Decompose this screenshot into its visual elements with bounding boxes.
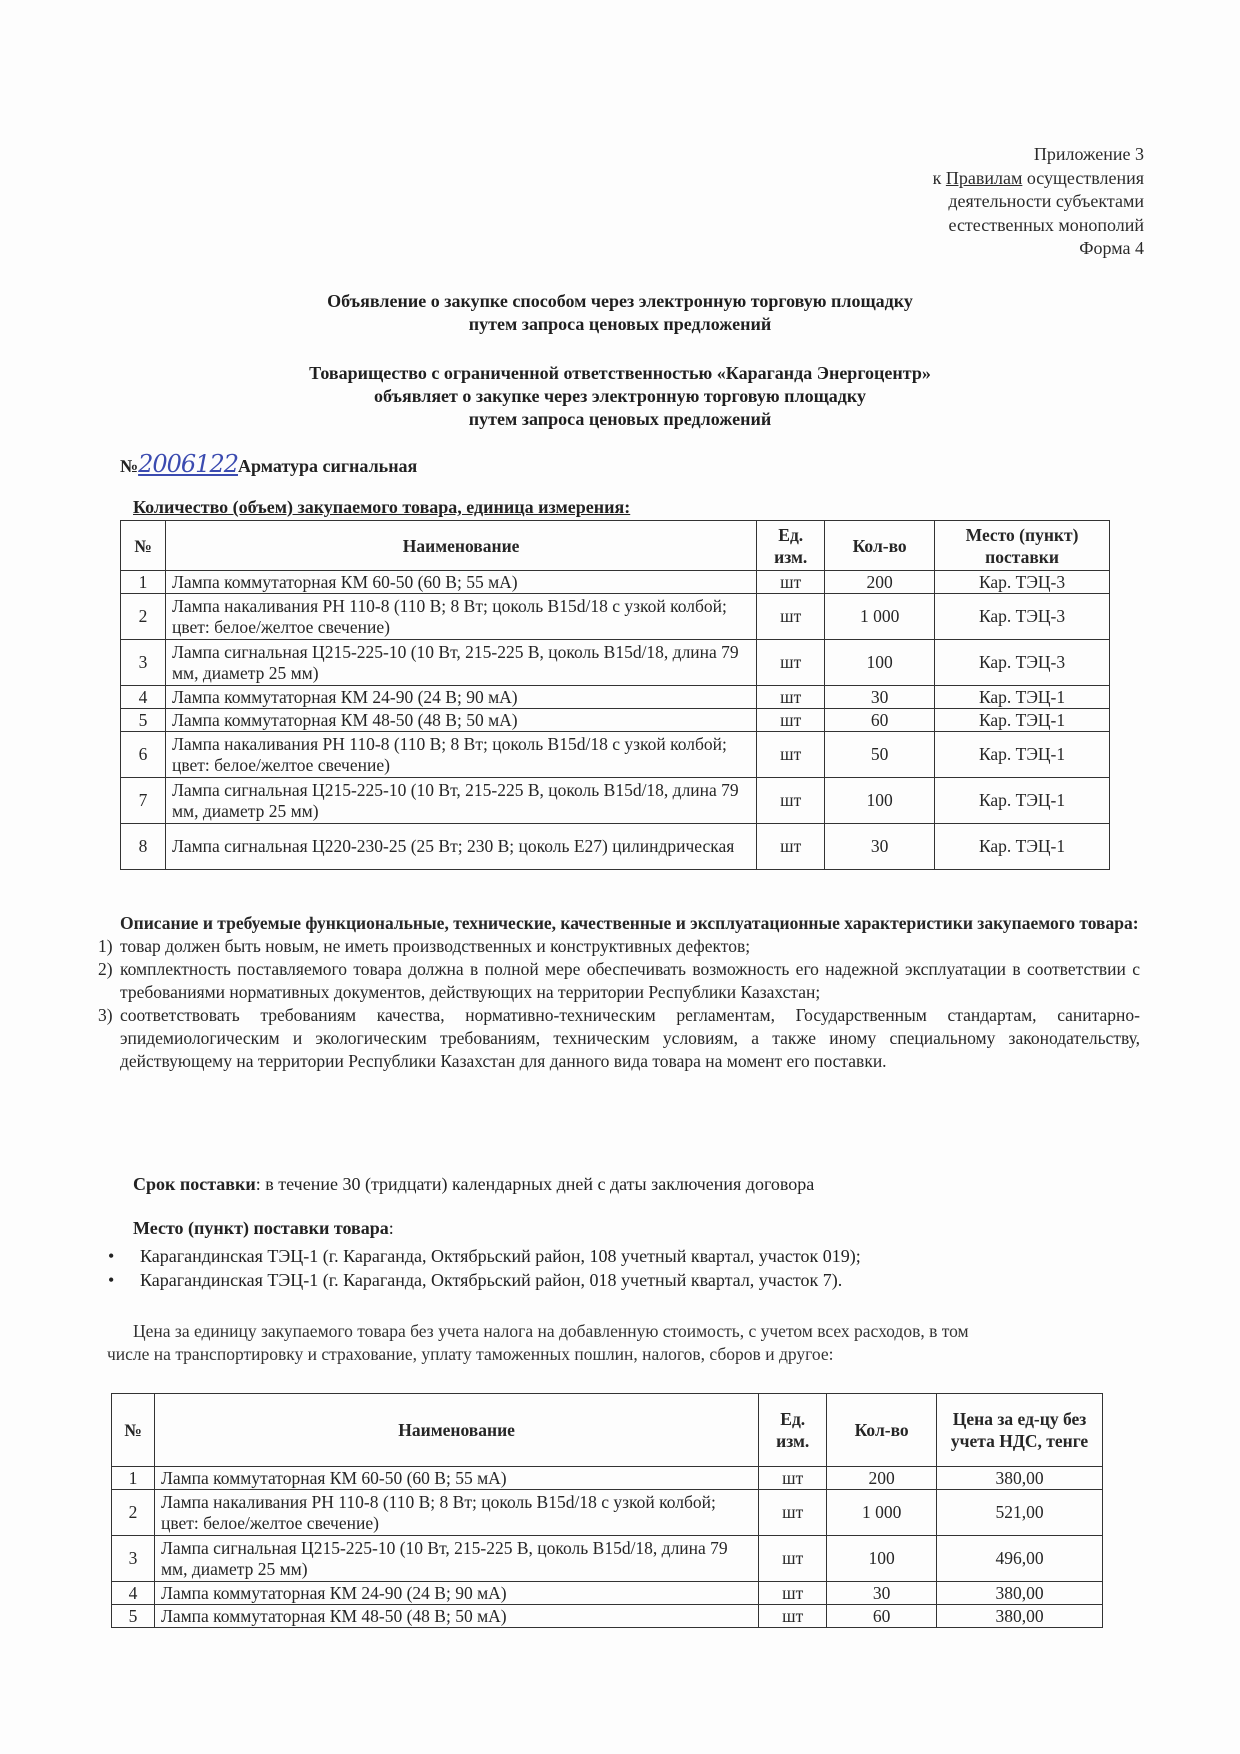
- form-number: Форма 4: [1079, 238, 1144, 258]
- item-name: Лампа коммутаторная КМ 60-50 (60 В; 55 мА): [165, 571, 756, 594]
- price-note: [107, 1320, 1133, 1366]
- table-header-row: [121, 521, 1110, 571]
- item-unit: шт: [759, 1605, 827, 1628]
- unit-price: 380,00: [937, 1467, 1103, 1490]
- item-qty: 100: [827, 1536, 937, 1582]
- table-row: [112, 1490, 1103, 1536]
- item-name: Лампа коммутаторная КМ 24-90 (24 В; 90 мА): [154, 1582, 758, 1605]
- lot-name: Арматура сигнальная: [237, 456, 418, 476]
- item-qty: 30: [827, 1582, 937, 1605]
- column-header-number: №: [121, 521, 166, 571]
- delivery-term: [133, 1174, 814, 1195]
- appendix-prefix: к: [932, 167, 946, 188]
- table-row: [121, 686, 1110, 709]
- quantity-table-body: [121, 571, 1110, 870]
- appendix-suffix: осуществления: [1022, 167, 1144, 188]
- price-note-line: числе на транспортировку и страхование, уплату таможенных пошлин, налогов, сборов и другое:: [107, 1344, 834, 1364]
- item-name: Лампа коммутаторная КМ 48-50 (48 В; 50 мА): [154, 1605, 758, 1628]
- row-number: 8: [121, 824, 166, 870]
- delivery-place: Кар. ТЭЦ-1: [935, 824, 1110, 870]
- item-name: Лампа накаливания РН 110-8 (110 В; 8 Вт; цоколь B15d/18 с узкой колбой; цвет: белое/желтое свечение): [165, 732, 756, 778]
- item-name: Лампа сигнальная Ц215-225-10 (10 Вт, 215-225 В, цоколь B15d/18, длина 79 мм, диаметр 25 мм): [154, 1536, 758, 1582]
- row-number: 3: [121, 640, 166, 686]
- list-item: [108, 1244, 861, 1268]
- row-number: 2: [121, 594, 166, 640]
- list-item-text: комплектность поставляемого товара должна в полной мере обеспечивать возможность его надежной эксплуатации в соответствии с требованиями нормативных документов, действующих на территории Республики Казахстан;: [120, 959, 1140, 1002]
- appendix-header: [933, 143, 1144, 261]
- item-name: Лампа сигнальная Ц215-225-10 (10 Вт, 215-225 В, цоколь B15d/18, длина 79 мм, диаметр 25 мм): [165, 640, 756, 686]
- bullet-icon: •: [108, 1270, 115, 1290]
- lot-number-prefix: №: [120, 456, 139, 476]
- organizer-line: объявляет о закупке через электронную торговую площадку: [373, 386, 867, 406]
- appendix-line: Приложение 3: [1033, 144, 1144, 164]
- delivery-term-text: : в течение 30 (тридцати) календарных дней с даты заключения договора: [255, 1174, 815, 1194]
- delivery-term-label: Срок поставки: [133, 1174, 256, 1194]
- column-header-qty: Кол-во: [827, 1394, 937, 1467]
- item-unit: шт: [757, 686, 825, 709]
- price-table: [111, 1393, 1103, 1628]
- appendix-line: [933, 167, 1144, 191]
- column-header-number: №: [112, 1394, 155, 1467]
- item-unit: шт: [757, 824, 825, 870]
- bullet-icon: •: [108, 1246, 115, 1266]
- table-header-row: [112, 1394, 1103, 1467]
- unit-price: 380,00: [937, 1582, 1103, 1605]
- organizer-line: путем запроса ценовых предложений: [468, 409, 772, 429]
- item-unit: шт: [759, 1467, 827, 1490]
- item-qty: 200: [825, 571, 935, 594]
- delivery-place-label: Место (пункт) поставки товара: [133, 1218, 389, 1238]
- organizer-block: [0, 362, 1240, 431]
- row-number: 2: [112, 1490, 155, 1536]
- table-row: [112, 1605, 1103, 1628]
- item-name: Лампа коммутаторная КМ 60-50 (60 В; 55 мА): [154, 1467, 758, 1490]
- list-item-number: 3): [98, 1005, 113, 1025]
- column-header-place: Место (пункт) поставки: [935, 521, 1110, 571]
- delivery-place: Кар. ТЭЦ-1: [935, 778, 1110, 824]
- list-item: [98, 958, 1140, 1004]
- item-name: Лампа коммутаторная КМ 48-50 (48 В; 50 мА): [165, 709, 756, 732]
- delivery-place: Кар. ТЭЦ-1: [935, 732, 1110, 778]
- price-table-body: [112, 1467, 1103, 1628]
- price-note-line: Цена за единицу закупаемого товара без учета налога на добавленную стоимость, с учетом всех расходов, в том: [133, 1321, 969, 1341]
- column-header-price: Цена за ед-цу без учета НДС, тенге: [937, 1394, 1103, 1467]
- appendix-line: естественных монополий: [948, 214, 1144, 235]
- row-number: 1: [121, 571, 166, 594]
- item-qty: 30: [825, 824, 935, 870]
- delivery-place-heading: [133, 1218, 394, 1239]
- item-qty: 1 000: [825, 594, 935, 640]
- item-name: Лампа накаливания РН 110-8 (110 В; 8 Вт; цоколь B15d/18 с узкой колбой; цвет: белое/желтое свечение): [154, 1490, 758, 1536]
- list-item: [108, 1268, 861, 1292]
- delivery-place: Кар. ТЭЦ-1: [935, 709, 1110, 732]
- item-qty: 60: [827, 1605, 937, 1628]
- item-qty: 200: [827, 1467, 937, 1490]
- description-section: [98, 912, 1140, 1073]
- column-header-qty: Кол-во: [825, 521, 935, 571]
- delivery-place-list: [108, 1244, 861, 1292]
- item-unit: шт: [757, 571, 825, 594]
- list-item-text: товар должен быть новым, не иметь производственных и конструктивных дефектов;: [120, 936, 751, 956]
- table-row: [121, 824, 1110, 870]
- row-number: 5: [121, 709, 166, 732]
- item-qty: 1 000: [827, 1490, 937, 1536]
- table-row: [121, 732, 1110, 778]
- unit-price: 521,00: [937, 1490, 1103, 1536]
- item-unit: шт: [757, 594, 825, 640]
- item-unit: шт: [759, 1536, 827, 1582]
- list-item: [98, 935, 1140, 958]
- table-row: [121, 778, 1110, 824]
- row-number: 4: [121, 686, 166, 709]
- unit-price: 496,00: [937, 1536, 1103, 1582]
- row-number: 5: [112, 1605, 155, 1628]
- table-row: [121, 571, 1110, 594]
- item-qty: 60: [825, 709, 935, 732]
- item-unit: шт: [759, 1490, 827, 1536]
- item-name: Лампа сигнальная Ц215-225-10 (10 Вт, 215-225 В, цоколь B15d/18, длина 79 мм, диаметр 25 мм): [165, 778, 756, 824]
- quantity-heading: Количество (объем) закупаемого товара, единица измерения:: [133, 497, 631, 517]
- announcement-title: [0, 290, 1240, 336]
- row-number: 1: [112, 1467, 155, 1490]
- table-row: [121, 640, 1110, 686]
- list-item: [98, 1004, 1140, 1073]
- table-row: [121, 594, 1110, 640]
- list-item-text: соответствовать требованиям качества, нормативно-техническим регламентам, Государственным стандартам, санитарно-эпидемиологическим и экологическим требованиям, техническим условиям, а также иному специальному законодательству, действующему на территории Республики Казахстан для данного вида товара на момент его поставки.: [120, 1005, 1140, 1071]
- item-unit: шт: [757, 709, 825, 732]
- appendix-line: деятельности субъектами: [948, 191, 1144, 211]
- delivery-place-colon: :: [388, 1218, 394, 1238]
- table-row: [112, 1467, 1103, 1490]
- item-unit: шт: [757, 640, 825, 686]
- announcement-line: путем запроса ценовых предложений: [468, 314, 772, 334]
- table-row: [121, 709, 1110, 732]
- delivery-place-item: Карагандинская ТЭЦ-1 (г. Караганда, Октябрьский район, 108 учетный квартал, участок 019);: [140, 1246, 861, 1266]
- delivery-place-item: Карагандинская ТЭЦ-1 (г. Караганда, Октябрьский район, 018 учетный квартал, участок 7).: [140, 1270, 843, 1290]
- item-name: Лампа коммутаторная КМ 24-90 (24 В; 90 мА): [165, 686, 756, 709]
- row-number: 6: [121, 732, 166, 778]
- table-row: [112, 1582, 1103, 1605]
- description-heading: Описание и требуемые функциональные, технические, качественные и эксплуатационные характеристики закупаемого товара:: [120, 913, 1139, 933]
- item-unit: шт: [757, 778, 825, 824]
- item-qty: 100: [825, 640, 935, 686]
- row-number: 7: [121, 778, 166, 824]
- lot-number-handwritten: 2006122: [138, 450, 238, 478]
- requirements-list: [98, 935, 1140, 1073]
- list-item-number: 1): [98, 936, 113, 956]
- lot-title: [120, 450, 417, 478]
- list-item-number: 2): [98, 959, 113, 979]
- column-header-name: Наименование: [154, 1394, 758, 1467]
- item-name: Лампа накаливания РН 110-8 (110 В; 8 Вт; цоколь B15d/18 с узкой колбой; цвет: белое/желтое свечение): [165, 594, 756, 640]
- rules-link[interactable]: Правилам: [945, 167, 1023, 188]
- item-qty: 100: [825, 778, 935, 824]
- quantity-table: [120, 520, 1110, 870]
- item-name: Лампа сигнальная Ц220-230-25 (25 Вт; 230 В; цоколь Е27) цилиндрическая: [165, 824, 756, 870]
- row-number: 4: [112, 1582, 155, 1605]
- item-qty: 50: [825, 732, 935, 778]
- table-row: [112, 1536, 1103, 1582]
- unit-price: 380,00: [937, 1605, 1103, 1628]
- item-qty: 30: [825, 686, 935, 709]
- column-header-name: Наименование: [165, 521, 756, 571]
- item-unit: шт: [757, 732, 825, 778]
- row-number: 3: [112, 1536, 155, 1582]
- item-unit: шт: [759, 1582, 827, 1605]
- delivery-place: Кар. ТЭЦ-1: [935, 686, 1110, 709]
- delivery-place: Кар. ТЭЦ-3: [935, 594, 1110, 640]
- column-header-unit: Ед. изм.: [757, 521, 825, 571]
- delivery-place: Кар. ТЭЦ-3: [935, 640, 1110, 686]
- delivery-place: Кар. ТЭЦ-3: [935, 571, 1110, 594]
- organizer-line: Товарищество с ограниченной ответственностью «Караганда Энергоцентр»: [309, 363, 931, 383]
- column-header-unit: Ед. изм.: [759, 1394, 827, 1467]
- announcement-line: Объявление о закупке способом через электронную торговую площадку: [327, 291, 913, 311]
